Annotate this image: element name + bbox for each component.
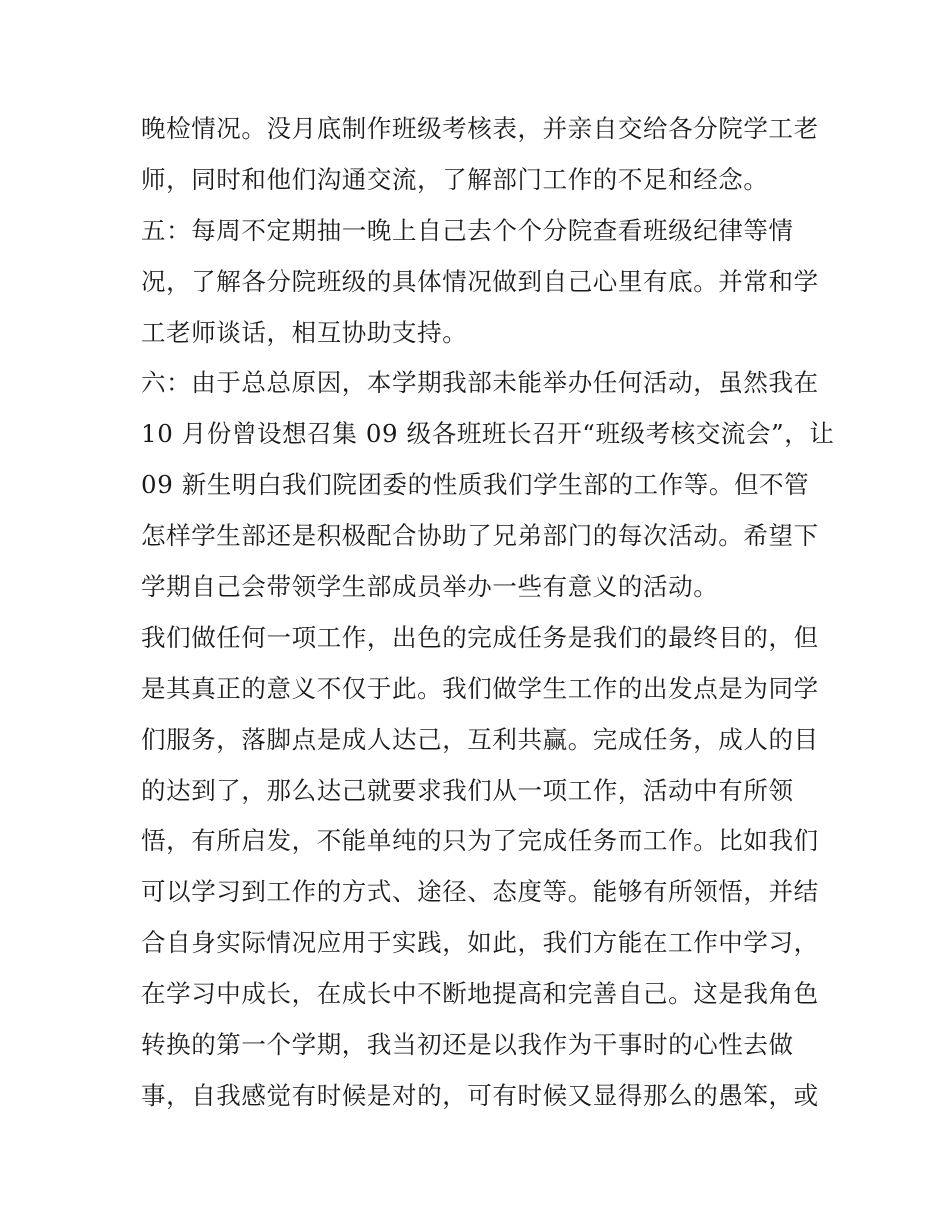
text-line: 学期自己会带领学生部成员举办一些有意义的活动。 xyxy=(141,572,719,602)
text-line: 悟，有所启发，不能单纯的只为了完成任务而工作。比如我们 xyxy=(141,826,819,856)
body-text xyxy=(141,104,835,1122)
text-line: 是其真正的意义不仅于此。我们做学生工作的出发点是为同学 xyxy=(141,673,819,703)
text-line: 合自身实际情况应用于实践，如此，我们方能在工作中学习， xyxy=(141,928,819,958)
text-line: 转换的第一个学期，我当初还是以我作为干事时的心性去做 xyxy=(141,1030,794,1060)
text-line: 师，同时和他们沟通交流，了解部门工作的不足和经念。 xyxy=(141,164,769,194)
text-line: 们服务，落脚点是成人达己，互利共赢。完成任务，成人的目 xyxy=(141,724,819,754)
text-line: 况，了解各分院班级的具体情况做到自己心里有底。并常和学 xyxy=(141,266,819,296)
text-line: 可以学习到工作的方式、途径、态度等。能够有所领悟，并结 xyxy=(141,877,819,907)
text-line: 在学习中成长，在成长中不断地提高和完善自己。这是我角色 xyxy=(141,979,819,1009)
text-line: 事，自我感觉有时候是对的，可有时候又显得那么的愚笨，或 xyxy=(141,1080,819,1110)
text-line: 的达到了，那么达己就要求我们从一项工作，活动中有所领 xyxy=(141,775,794,805)
text-line: 10 月份曾设想召集 09 级各班班长召开“班级考核交流会”，让 xyxy=(141,419,835,449)
text-line: 怎样学生部还是积极配合协助了兄弟部门的每次活动。希望下 xyxy=(141,521,819,551)
text-line: 工老师谈话，相互协助支持。 xyxy=(141,317,468,347)
text-line: 五：每周不定期抽一晚上自己去个个分院查看班级纪律等情 xyxy=(141,215,794,245)
text-line: 09 新生明白我们院团委的性质我们学生部的工作等。但不管 xyxy=(141,470,810,500)
text-line: 我们做任何一项工作，出色的完成任务是我们的最终目的，但 xyxy=(141,622,819,652)
text-line: 六：由于总总原因，本学期我部未能举办任何活动，虽然我在 xyxy=(141,368,819,398)
text-line: 晚检情况。没月底制作班级考核表，并亲自交给各分院学工老 xyxy=(141,114,819,143)
